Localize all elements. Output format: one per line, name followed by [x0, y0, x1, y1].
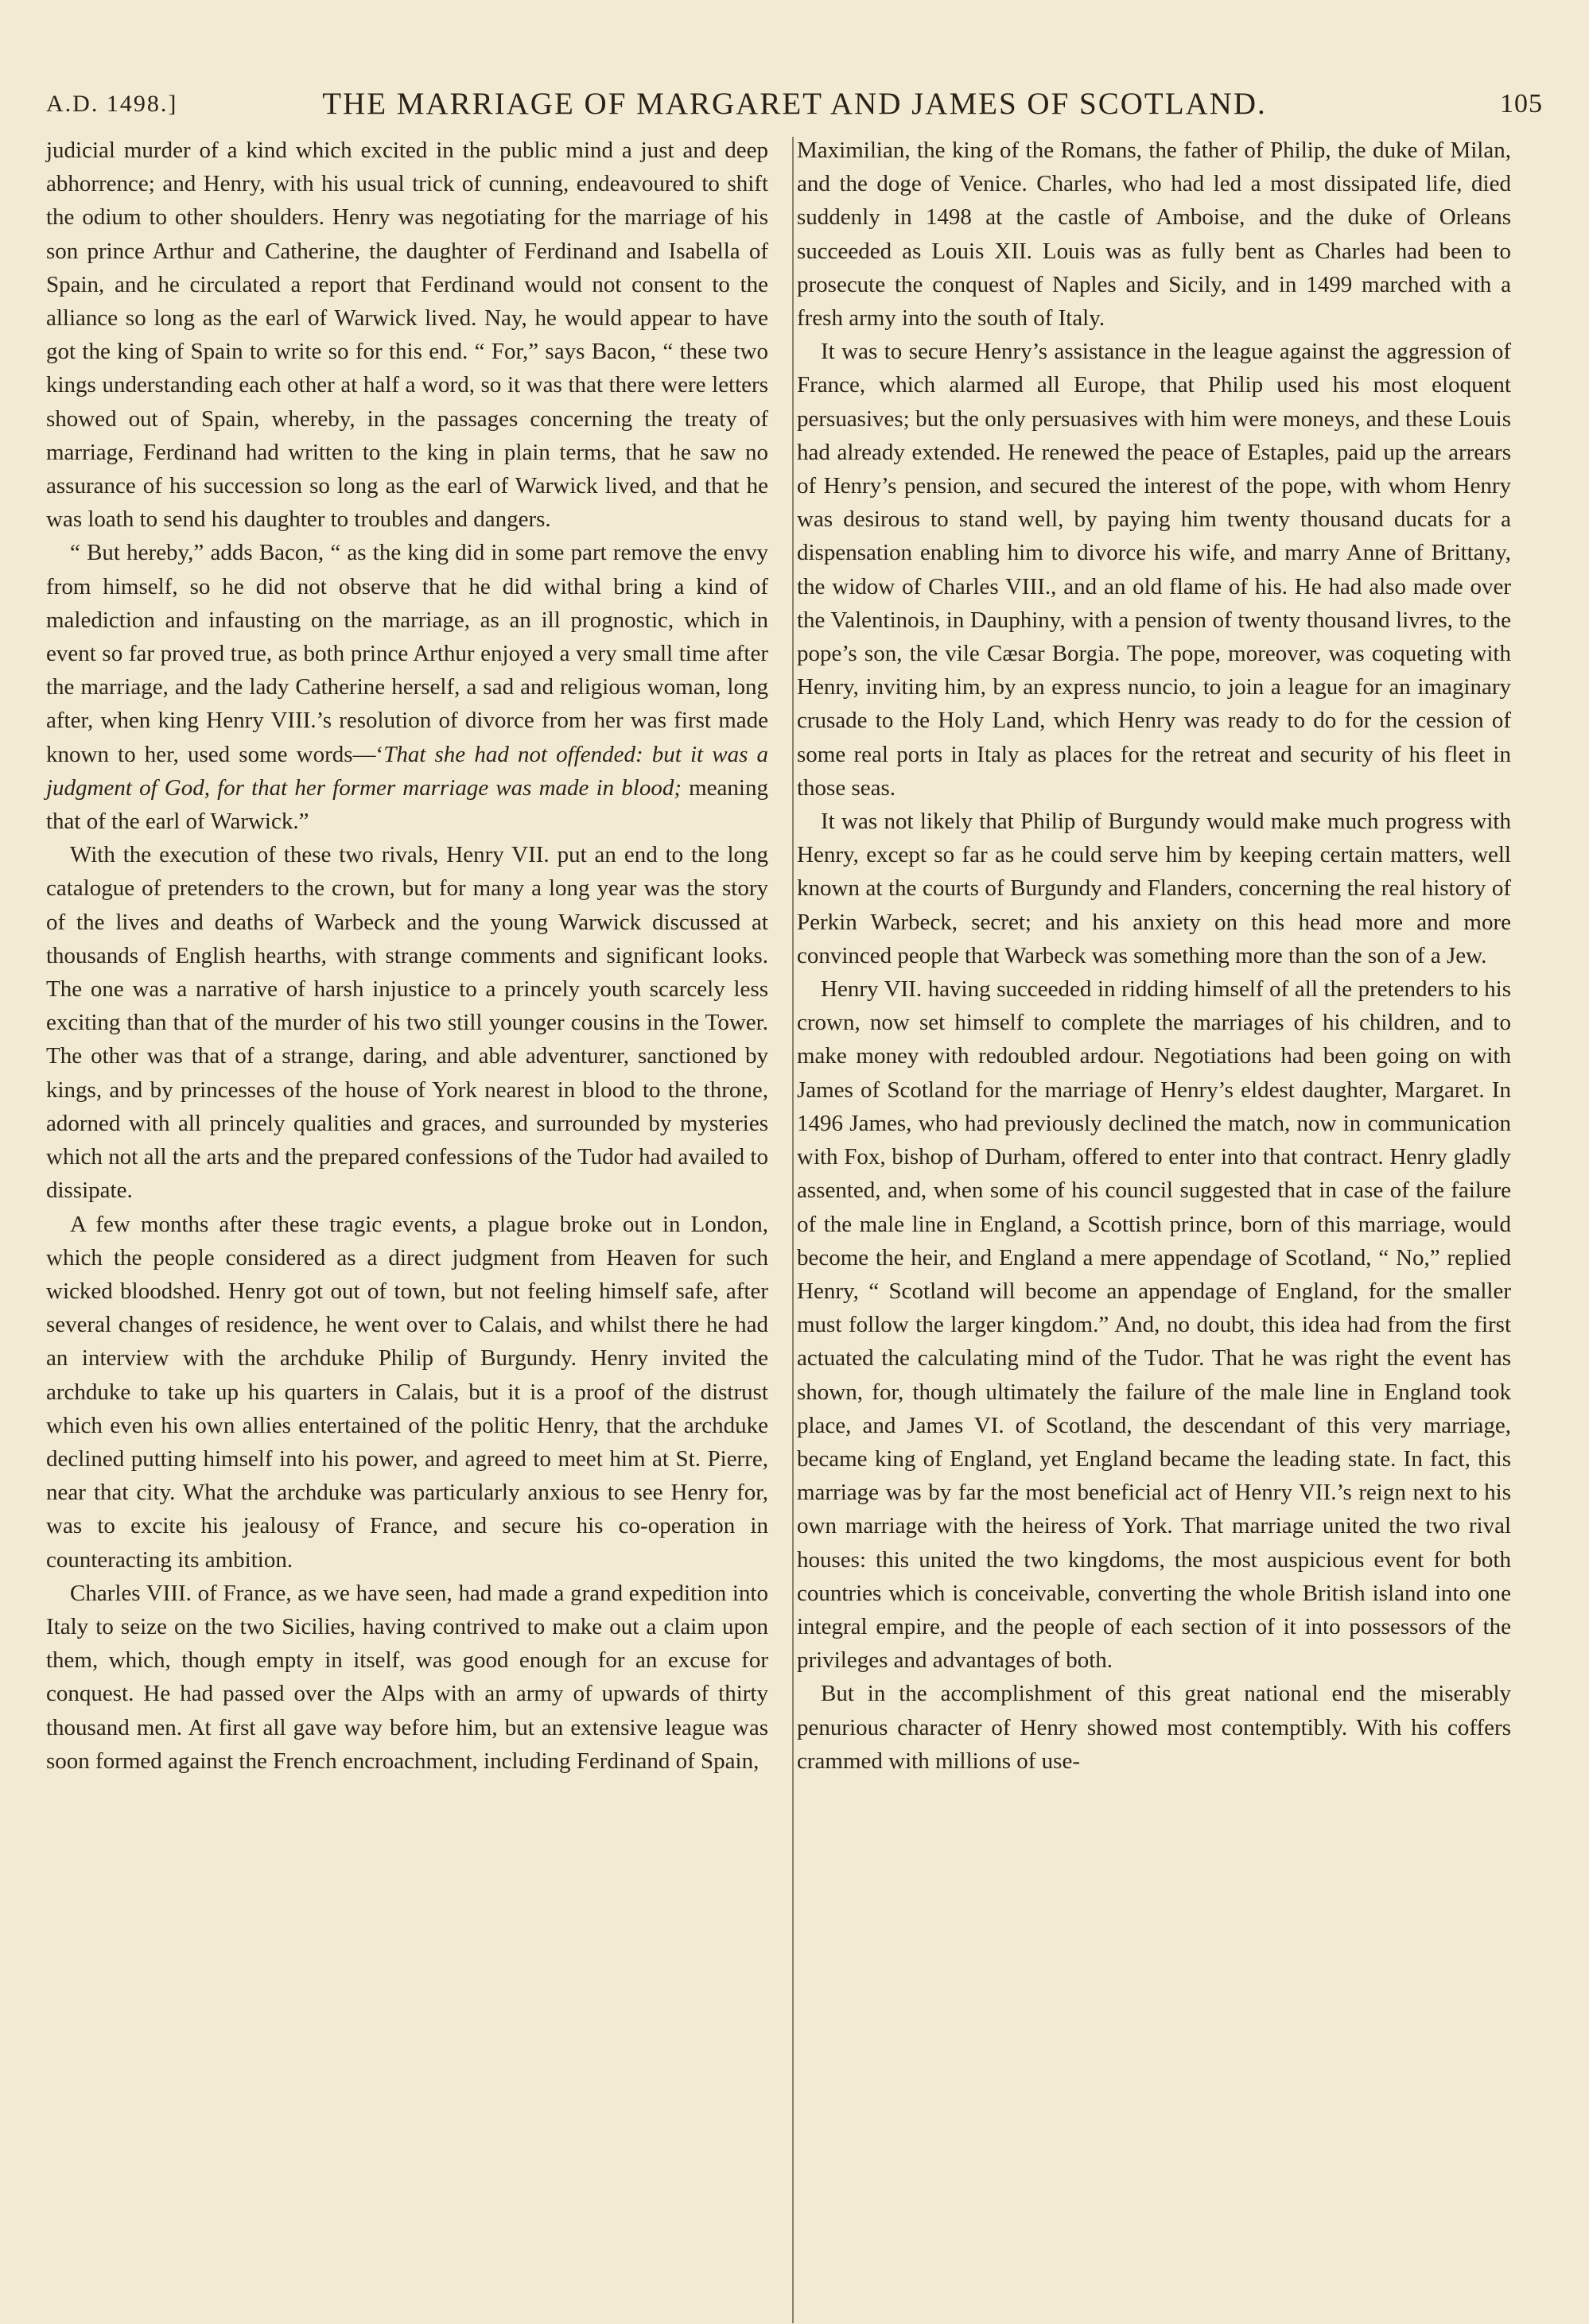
paragraph	[46, 536, 768, 838]
page-number: 105	[1500, 89, 1543, 118]
paragraph: It was to secure Henry’s assistance in the league against the aggression of France, which alarmed all Europe, that Philip used his most eloquent persuasives; but the only persuasives with him were moneys, and these Louis had already extended. He renewed the peace of Estaples, paid up the arrears of Henry’s pension, and secured the interest of the pope, with whom Henry was desirous to stand well, by paying him twenty thousand ducats for a dispensation enabling him to divorce his wife, and marry Anne of Brittany, the widow of Charles VIII., and an old flame of his. He had also made over the Valentinois, in Dauphiny, with a pension of twenty thousand livres, to the pope’s son, the vile Cæsar Borgia. The pope, moreover, was coqueting with Henry, inviting him, by an express nuncio, to join a league for an imaginary crusade to the Holy Land, which Henry was ready to do for the cession of some real ports in Italy as places for the retreat and security of his fleet in those seas.	[797, 339, 1511, 801]
paragraph: judicial murder of a kind which excited in the public mind a just and deep abhorrence; and Henry, with his usual trick of cunning, endeavoured to shift the odium to other shoulders. Henry was negotiating for the marriage of his son prince Arthur and Catherine, the daughter of Ferdinand and Isabella of Spain, and he circulated a report that Ferdinand would not consent to the alliance so long as the earl of Warwick lived. Nay, he would appear to have got the king of Spain to write so for this end. “ For,” says Bacon, “ these two kings understanding each other at half a word, so it was that there were letters showed out of Spain, whereby, in the passages concerning the treaty of marriage, Ferdinand had written to the king in plain terms, that he saw no assurance of his succession so long as the earl of Warwick lived, and that he was loath to send his daughter to troubles and dangers.	[46, 138, 768, 533]
paragraph-text-end: meaning that of the earl of Warwick.”	[46, 774, 768, 835]
paragraph: A few months after these tragic events, a plague broke out in London, which the people considered as a direct judgment from Heaven for such wicked bloodshed. Henry got out of town, but not feeling himself safe, after several changes of residence, he went over to Calais, and whilst there he had an interview with the archduke Philip of Burgundy. Henry invited the archduke to take up his quarters in Calais, but it is a proof of the distrust which even his own allies entertained of the politic Henry, that the archduke declined putting himself into his power, and agreed to meet him at St. Pierre, near that city. What the archduke was particularly anxious to see Henry for, was to excite his jealousy of France, and secure his co-operation in counteracting its ambition.	[46, 1211, 768, 1573]
right-column	[792, 134, 1511, 1778]
paragraph: Maximilian, the king of the Romans, the father of Philip, the duke of Milan, and the doge of Venice. Charles, who had led a most dissipated life, died suddenly in 1498 at the castle of Amboise, and the duke of Orleans succeeded as Louis XII. Louis was as fully bent as Charles had been to prosecute the conquest of Naples and Sicily, and in 1499 marched with a fresh army into the south of Italy.	[797, 138, 1511, 332]
paragraph-quote: That she had not offended: but it was a judgment of God, for that her former marriage was made in blood;	[46, 741, 768, 801]
paragraph-text: “ But hereby,” adds Bacon, “ as the king did in some part remove the envy from himself, so he did not observe that he did withal bring a kind of malediction and infausting on the marriage, as an ill prognostic, which in event so far proved true, as both prince Arthur enjoyed a very small time after the marriage, and the lady Catherine herself, a sad and religious woman, long after, when king Henry VIII.’s resolution of divorce from her was first made known to her, used some words—‘	[46, 540, 768, 767]
running-header	[46, 86, 1543, 126]
paragraph: But in the accomplishment of this great national end the miserably penurious character of Henry showed most contemptibly. With his coffers crammed with millions of use-	[797, 1681, 1511, 1774]
paragraph: With the execution of these two rivals, Henry VII. put an end to the long catalogue of pretenders to the crown, but for many a long year was the story of the lives and deaths of Warbeck and the young Warwick discussed at thousands of English hearths, with strange comments and significant looks. The one was a narrative of harsh injustice to a princely youth scarcely less exciting than that of the murder of his two still younger cousins in the Tower. The other was that of a strange, daring, and able adventurer, sanctioned by kings, and by princesses of the house of York nearest in blood to the throne, adorned with all princely qualities and graces, and surrounded by mysteries which not all the arts and the prepared confessions of the Tudor had availed to dissipate.	[46, 842, 768, 1204]
paragraph: It was not likely that Philip of Burgundy would make much progress with Henry, except so far as he could serve him by keeping certain matters, well known at the courts of Burgundy and Flanders, concerning the real history of Perkin Warbeck, secret; and his anxiety on this head more and more convinced people that Warbeck was something more than the son of a Jew.	[797, 809, 1511, 968]
left-column	[46, 134, 768, 1778]
paragraph: Henry VII. having succeeded in ridding himself of all the pretenders to his crown, now set himself to complete the marriages of his children, and to make money with redoubled ardour. Negotiations had been going on with James of Scotland for the marriage of Henry’s eldest daughter, Margaret. In 1496 James, who had previously declined the match, now in communication with Fox, bishop of Durham, offered to enter into that contract. Henry gladly assented, and, when some of his council suggested that in case of the failure of the male line in England, a Scottish prince, born of this marriage, would become the heir, and England a mere appendage of Scotland, “ No,” replied Henry, “ Scotland will become an appendage of England, for the smaller must follow the larger kingdom.” And, no doubt, this idea had from the first actuated the calculating mind of the Tudor. That he was right the event has shown, for, though ultimately the failure of the male line in England took place, and James VI. of Scotland, the descendant of this very marriage, became king of England, yet England became the leading state. In fact, this marriage was by far the most beneficial act of Henry VII.’s reign next to his own marriage with the heiress of York. That marriage united the two rival houses: this united the two kingdoms, the most auspicious event for both countries which is conceivable, converting the whole British island into one integral empire, and the people of each section of it into possessors of the privileges and advantages of both.	[797, 976, 1511, 1674]
paragraph: Charles VIII. of France, as we have seen, had made a grand expedition into Italy to seize on the two Sicilies, having contrived to make out a claim upon them, which, though empty in itself, was good enough for an excuse for conquest. He had passed over the Alps with an army of upwards of thirty thousand men. At first all gave way before him, but an extensive league was soon formed against the French encroachment, including Ferdinand of Spain,	[46, 1580, 768, 1774]
chapter-title: THE MARRIAGE OF MARGARET AND JAMES OF SCOTLAND.	[322, 87, 1267, 121]
header-date: A.D. 1498.]	[46, 91, 178, 117]
